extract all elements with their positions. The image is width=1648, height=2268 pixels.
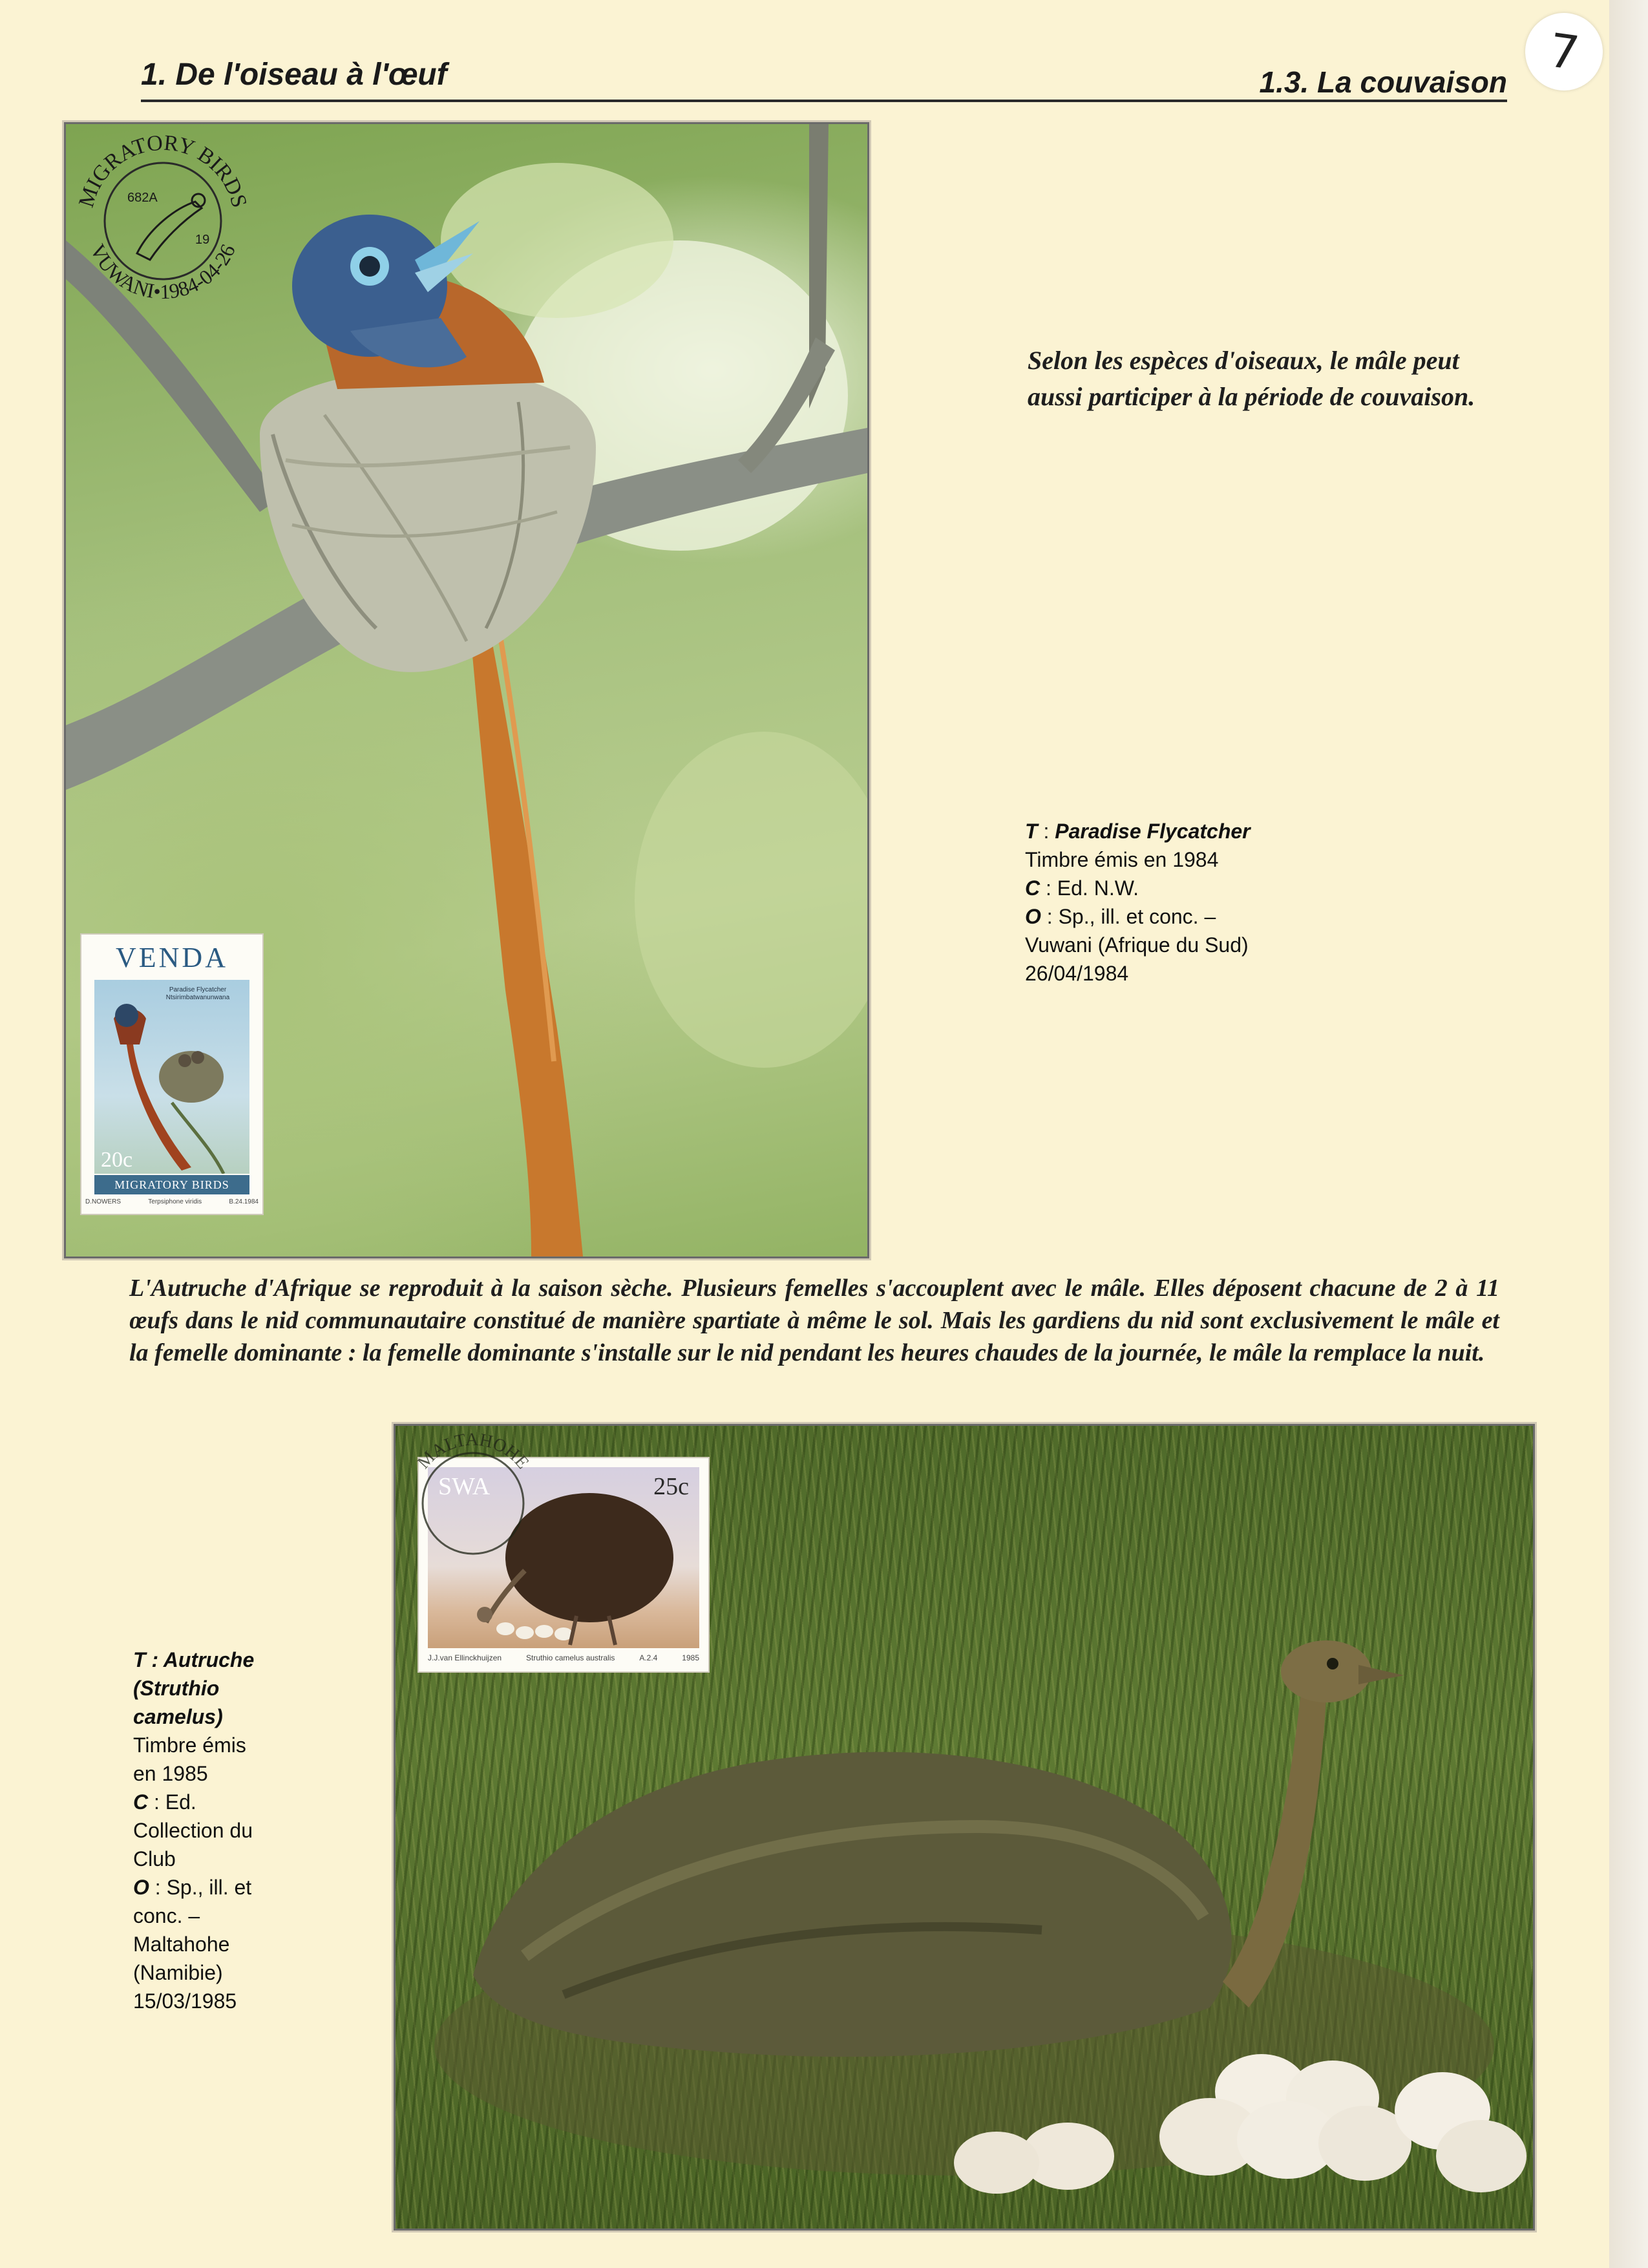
stamp-venda — [81, 935, 262, 1214]
caption-title: Paradise Flycatcher — [1055, 820, 1251, 843]
intro-text: Selon les espèces d'oiseaux, le mâle peut aussi participer à la période de couvaison. — [1028, 346, 1475, 411]
section-title: 1.3. La couvaison — [1259, 65, 1507, 99]
stamp-value: 25c — [653, 1473, 689, 1500]
stamp-bird-illustration — [94, 980, 249, 1174]
postmark-code: 682A — [127, 191, 158, 205]
svg-text:MALTAHOHE — [414, 1430, 533, 1473]
caption-flycatcher: T : Paradise Flycatcher Timbre émis en 1984 C : Ed. N.W. O : Sp., ill. et conc. – Vuwani (Afrique du Sud) 26/04/1984 — [1025, 820, 1251, 985]
stamp-value: 20c — [101, 1148, 133, 1172]
caption-title: : Autruche — [151, 1648, 255, 1671]
maximum-card-ostrich — [396, 1426, 1533, 2229]
postmark-top-text: MALTAHOHE — [414, 1429, 533, 1473]
stamp-caption: MIGRATORY BIRDS — [94, 1175, 249, 1194]
stamp-country: SWA — [438, 1473, 491, 1500]
svg-text:VUWANI•1984-04-26 — [86, 240, 240, 303]
stamp-artwork — [94, 980, 249, 1174]
postmark-bird-icon — [137, 202, 202, 260]
header-divider — [141, 100, 1507, 102]
stamp-subtitle: Paradise Flycatcher Ntsirimbatwanunwana — [165, 986, 230, 1001]
page-edge — [1609, 0, 1648, 2268]
caption-ostrich: T : Autruche (Struthio camelus) Timbre émis en 1985 C : Ed. Collection du Club O : Sp., ill. et conc. – Maltahohe (Namibie) 15/03/1985 — [133, 1648, 255, 2013]
postmark-top-text: MIGRATORY BIRDS — [74, 131, 251, 211]
chapter-title: 1. De l'oiseau à l'œuf — [141, 58, 447, 92]
postmark-maltahohe — [396, 1426, 551, 1581]
page-number-badge: 7 — [1520, 8, 1608, 96]
stamp-imprint: J.J.van Ellinckhuijzen Struthio camelus australis A.2.4 1985 — [428, 1653, 699, 1662]
svg-text:MIGRATORY BIRDS — [74, 131, 251, 211]
postmark-bottom-text: VUWANI•1984-04-26 — [85, 240, 240, 304]
stamp-country: VENDA — [116, 942, 228, 973]
maximum-card-flycatcher — [66, 124, 867, 1256]
postmark-vuwani — [66, 124, 260, 318]
postmark-number: 19 — [195, 233, 210, 247]
stamp-imprint: D.NOWERS Terpsiphone viridis B.24.1984 — [85, 1198, 259, 1205]
ostrich-paragraph: L'Autruche d'Afrique se reproduit à la saison sèche. Plusieurs femelles s'accouplent avec le mâle. Elles déposent chacune de 2 à 11 œufs dans le nid communautaire constitué de manière spartiate à même le sol. Mais les gardiens du nid sont exclusivement le mâle et la femelle dominante : la femelle dominante s'installe sur le nid pendant les heures chaudes de la journée, le mâle la remplace la nuit. — [129, 1275, 1499, 1366]
